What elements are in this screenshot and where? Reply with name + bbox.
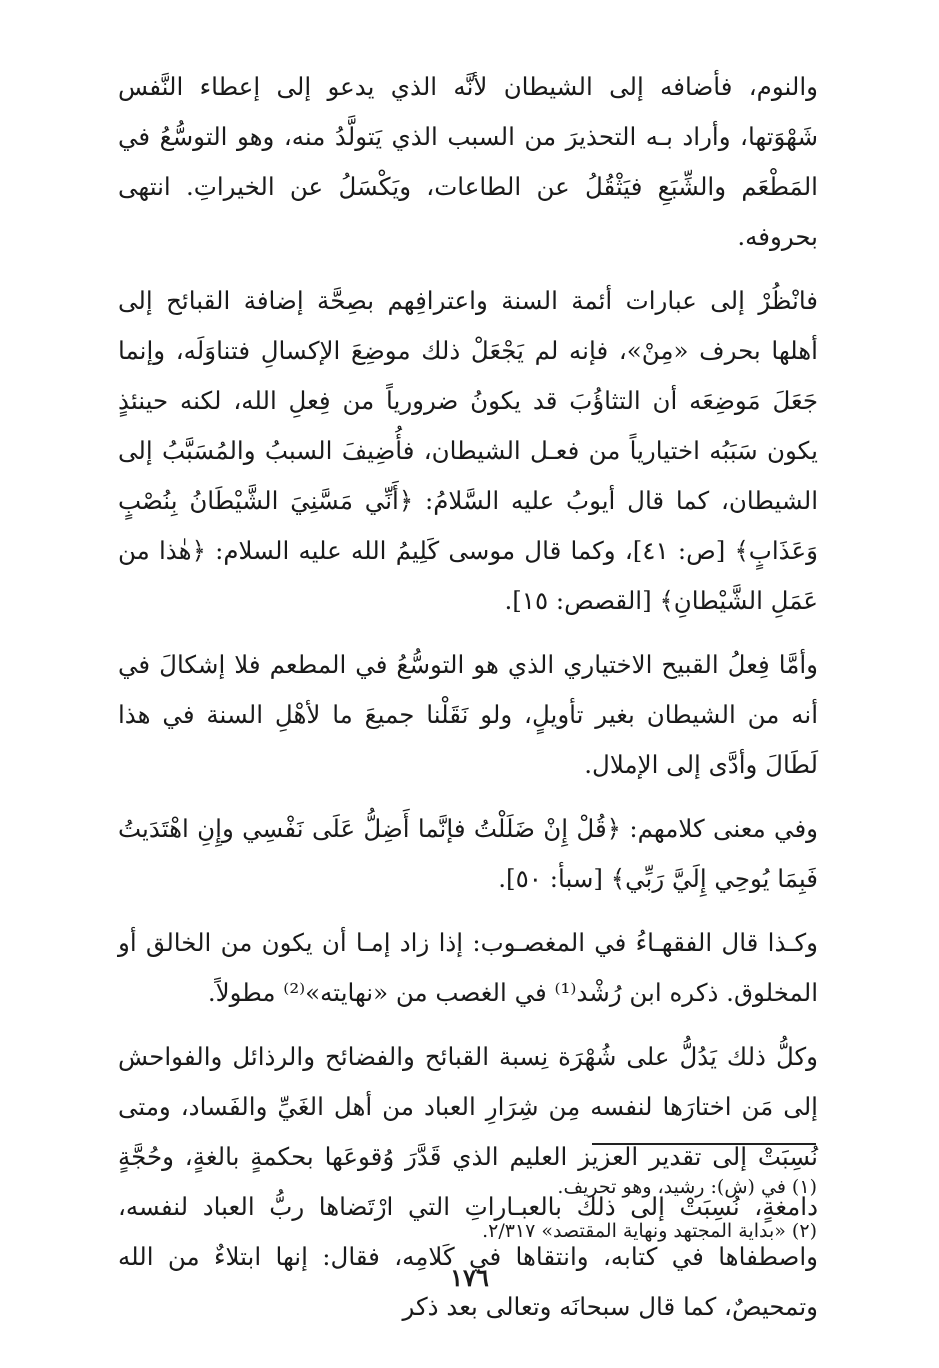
page-body: [118, 62, 818, 1346]
footnote-1: (١) في (ش): رشيد، وهو تحريف.: [557, 1176, 817, 1198]
footnote-separator: [592, 1143, 816, 1145]
footnote-2: (٢) «بداية المجتهد ونهاية المقتصد» ٢/٣١٧.: [482, 1220, 817, 1242]
paragraph-6: وكلُّ ذلك يَدُلُّ على شُهْرَة نِسبة القبائح والفضائح والرذائل والفواحش إلى مَن اختارَها لنفسه مِن شِرَارِ العباد من أهل الغَيِّ والفَساد، ومتى نُسِبَتْ إلى تقدير العزيز العليم الذي قَدَّرَ وُقوعَها بحكمةٍ بالغةٍ، وحُجَّةٍ دامغةٍ، نُسِبَتْ إلى ذلك بالعبـاراتِ التي ارْتَضاها ربُّ العباد لنفسه، واصطفاها في كتابه، وانتقاها في كَلامِه، فقال: إنها ابتلاءٌ من الله وتمحيصٌ، كما قال سبحانَه وتعالى بعد ذكر: [118, 1042, 818, 1321]
footnotes: [137, 1165, 817, 1253]
paragraph-5: وكـذا قال الفقهـاءُ في المغصـوب: إذا زاد إمـا أن يكون من الخالق أو المخلوق. ذكره ابن رُشْد⁽¹⁾ في الغصب من «نهايته»⁽²⁾ مطولاً.: [118, 928, 818, 1007]
paragraph-4: وفي معنى كلامهم: ﴿قُلْ إِنْ ضَلَلْتُ فإنَّما أَضِلُّ عَلَى نَفْسِي وإِنِ اهْتَدَيتُ فَبِمَا يُوحِي إِلَيَّ رَبِّي﴾ [سبأ: ٥٠].: [118, 814, 818, 893]
paragraph-2: فانْظُرْ إلى عبارات أئمة السنة واعترافِهم بصِحَّة إضافة القبائح إلى أهلها بحرف «مِنْ»، فإنه لم يَجْعَلْ ذلك موضِعَ الإكسالِ فتناوَلَه، وإنما جَعَلَ مَوضِعَه أن التثاؤُبَ قد يكونُ ضرورياً من فِعلِ الله، لكنه حينئذٍ يكون سَبَبُه اختيارياً من فعـل الشيطان، فأُضِيفَ السببُ والمُسَبَّبُ إلى الشيطان، كما قال أيوبُ عليه السَّلامُ: ﴿أَنِّي مَسَّنِيَ الشَّيْطَانُ بِنُصْبٍ وَعَذَابٍ﴾ [ص: ٤١]، وكما قال موسى كَلِيمُ الله عليه السلام: ﴿هٰذا من عَمَلِ الشَّيْطانِ﴾ [القصص: ١٥].: [118, 286, 818, 615]
paragraph-3: وأمَّا فِعلُ القبيح الاختياري الذي هو التوسُّعُ في المطعم فلا إشكالَ في أنه من الشيطان بغير تأويلٍ، ولو نَقَلْنا جميعَ ما لأهْلِ السنة في هذا لَطَالَ وأدَّى إلى الإملال.: [118, 650, 818, 779]
page-number: ١٧٦: [450, 1263, 489, 1292]
paragraph-1: والنوم، فأضافه إلى الشيطان لأنَّه الذي يدعو إلى إعطاء النَّفس شَهْوَتها، وأراد بـه التحذيرَ من السبب الذي يَتولَّدُ منه، وهو التوسُّعُ في المَطْعَم والشِّبَعِ فيَثْقُلُ عن الطاعات، ويَكْسَلُ عن الخيراتِ. انتهى بحروفه.: [118, 72, 818, 251]
